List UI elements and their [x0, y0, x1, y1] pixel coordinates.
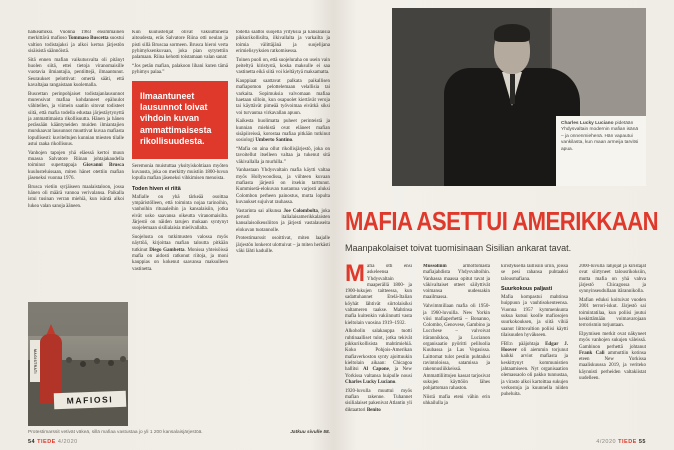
right-text-column-3 — [501, 264, 568, 432]
issue-label: 4/2020 — [596, 439, 617, 445]
portrait-caption — [556, 116, 646, 186]
body-paragraph: Charles Lucky Luciano pidetään Yhdysvaltain modernin mafian isänä – ja onnenmiehenä. Hän vapautui vankilasta, kun maan armeija tarvitsi apua. — [561, 121, 639, 152]
pull-quote: Ilmaantuneet lausunnot loivat vihdoin kuvan ammattimaisesta rikollisuudesta. — [132, 81, 228, 159]
body-paragraph: Alkoholin salakauppa tuotti ruhtinaalliset tulot, jotka tekivät pikkurikollisista mahtimiehiä. Koko Pohjois-Amerikan mafiaverkoston synty ajoittuukin kieltolain aikaan: Chicagoa hallitsi Al Capone, ja New Yorkissa valtansa huipulle nousi Charles Lucky Luciano. — [345, 329, 412, 385]
body-paragraph: Toinen puoli on, että suojeluraha on usein vain peiteltyä kiristystä, koska maksulle ei saa vastinetta eikä siitä voi kieltäytyä maksamatta. — [236, 57, 330, 76]
portrait-photo — [392, 8, 646, 186]
body-paragraph: Kauppiaat saattavat palkata paikallisen mafiapomon pelottelemaan velallisia tai varkaita. Sopimuksia valvomaan mafiaa haetaan silloin, kun osapuolet kiertävät veroja tai käyttävät pimeää työvoimaa eivätkä siksi voi turvautua virkavallan apuun. — [236, 79, 330, 116]
column-text-bottom — [132, 164, 228, 273]
subheading: Toden hiven ei riitä — [132, 186, 181, 193]
body-paragraph: FBI:n pääjohtaja Edgar J. Hoover oli aiemmin torjunut kaikki arviot mafiasta ja keskittynyt kommunistien jahtaamiseen. Nyt organisaation olemassaolo oli pakko tunnustaa, ja virasto alkoi kartoittaa sukujen verkostoja ja kuunnella niiden puheluita. — [501, 341, 568, 398]
left-page-number: 54 — [28, 439, 36, 445]
body-paragraph: Vanhastaan Yhdysvaltain mafia käytti valtaa myös Hollywoodissa, ja viihteen kuvaan mafiasta järjestö on itsekin tarttunut. Kummisetä-elokuvan tuotantoa varjosti aluksi Colombon perheen painostus, mutta lopulta kuvaukset sujuivat rauhassa. — [236, 168, 330, 205]
body-paragraph: Sitä ennen mafian vaikutusvalta oli pitänyt huolen siitä, ettei tietoja viranomaisille vuotavia ilmiantajia, pentiittejä, ilmaantunut. Seuraukset pelottivat: omertà sääti, että kavaltajaa rangaistaan kuolemalla. — [28, 57, 124, 88]
right-text-column-4 — [579, 264, 646, 432]
continuation-note: Jatkuu sivulle 58. — [290, 430, 330, 435]
body-paragraph: Mafian eduksi koituivat vuoden 2001 terrori-iskut. Järjestö sai toimintatilaa, kun poliisi joutui keskittämään voimavarojaan terrorismin torjuntaan. — [579, 297, 646, 329]
article-body — [345, 264, 647, 432]
body-paragraph: Vastarinta sai alkunsa Joe Colombolta, joka perusti italialaisamerikkalaisten kansalaisoikeusliiton ja järjesti vastalauseita elokuvan tuotannolle. — [236, 208, 330, 233]
body-paragraph: 1920-luvulla muuttui myös mafian rakenne. Tuhannet sisilialaiset pakenivat Atlantin yli diktaattori Benito — [345, 388, 412, 413]
left-text-column-1 — [28, 30, 124, 296]
intro-paragraph — [345, 264, 412, 327]
article-subtitle: Maanpakolaiset toivat tuomisinaan Sisilian ankarat tavat. — [345, 243, 572, 253]
body-paragraph: Buscettan perinpohjaiset todistajanlausunnot murensivat mafiaa kohdanneet epäluulot vähitellen, ja viimein saatiin sitovat todisteet siitä, että mafia todella edustaa järjestäytynyttä ja ammattimaista rikollisuutta. Hänen ja hänen perässään kääntyneiden muiden ilmiantajien murskaavat lausunnot muuttivat kuvaa mafiasta lopullisesti: kuviteltujen kunnian miesten tilalle astui raaka rikollisuus. — [28, 91, 124, 148]
body-paragraph: kiristyksellä laillisiin uriin, joissa se pesi rahansa puhtaaksi talousmafiana. — [501, 264, 568, 282]
body-paragraph: “Mafia on aina ollut rikollisjärjestö, joka on tavoitellut itselleen valtaa ja tukenut sitä väkivallalla ja murhilla.” — [236, 147, 330, 165]
body-paragraph: Elpymisen merkit ovat näkyneet myös vanhojen sukujen väleissä. Gambinon perhettä johtanut Frank Cali ammuttiin kotinsa eteen New Yorkissa maaliskuussa 2019, ja veriteko käynnisti perheiden valtakiistat uudelleen. — [579, 331, 646, 382]
protest-banner: MAFIOSI — [54, 391, 127, 410]
column-text-top — [132, 30, 228, 77]
body-paragraph: 2000-luvulla lahjojat ja kiristäjät ovat siirtyneet talousrikoksiin, mutta mafia on yhä vahva järjestö Chicagossa ja synnyinseudullaan itärannikolla. — [579, 264, 646, 295]
left-text-column-3 — [236, 30, 330, 428]
photo-caption-row — [28, 430, 330, 435]
body-paragraph: Mafialle on yhä tärkeää osoittaa ympäristölleen, että toiminta nojaa tarinoihin, vanhoihin rituaaleihin ja kansalaisiin, jotka eivät usko saavansa oikeutta viranomaisilta. Järjestö on näiden tarujen mukaan syntynyt suojelemaan sisilialaisia mielivallalta. — [132, 194, 228, 232]
protest-photo — [28, 302, 128, 426]
body-paragraph: Mussolinin armottomasta mafiajahdista Yhdysvaltoihin. Vanhassa maassa opitut tavat ja väkivaltaiset otteet säilyttivät voimansa uudessakin maailmassa. — [423, 264, 490, 301]
left-page-footer — [28, 439, 78, 445]
portrait-tie — [510, 74, 515, 104]
body-paragraph: Mafia kompastui mahtinsa huippuun ja vauhtisokeuteensa. Vuonna 1957 kymmenkunta sukua kutsui koolle mafiosojen suurkokouksen, ja siitä vihiä saanut liittovaltion poliisi käytti tilaisuuden hyväkseen. — [501, 295, 568, 338]
column-text — [345, 329, 412, 413]
right-text-column-2 — [423, 264, 490, 432]
drop-cap: M — [345, 264, 365, 287]
body-paragraph: Kaikesta huolimatta puheet perinteistä ja kunnian miehistä ovat eläneet mafian sisäpiireissä, korostaa mafiaa pitkään tutkinut sosiologi Umberto Santino. — [236, 119, 330, 144]
photo-caption: Protestimarssit vetivät väkeä, sillä mafiaa vastustaa jo yli 1 200 kansalaisjärjestöä. — [28, 430, 203, 435]
magazine-brand: TIEDE — [618, 439, 637, 445]
portrait-hair — [494, 24, 530, 42]
article-headline: MAFIA ASETTUI AMERIKKAAN — [345, 206, 659, 236]
body-paragraph: halkeamiksi. Vuonna 1983 ensimmäinen merkittävä mafioso Tommaso Buscetta suostui valtion todistajaksi ja alkoi kertoa järjestön sisäisistä säännöistä. — [28, 30, 124, 54]
right-page-number: 55 — [638, 439, 646, 445]
body-paragraph: todella saattoi suojella yrityksiä ja kansalaisia pikkurikollisilta, ilkivallalta ja varkailta ja toimia välittäjänä ja suojelijana erimielisyyksien ratkomisessa. — [236, 30, 330, 54]
body-paragraph: Kun kuulustelijat olivat vakuuttuneita aitoudesta, eräs Salvatore Riina otti neulan ja pisti sillä Bruscaa sormeen. Brusca hieroi verta pyhimyksenkuvaan, joka pian sytytettiin palamaan. Riina kehotti toistamaan valan sanat: — [132, 30, 228, 61]
issue-label: 4/2020 — [57, 439, 78, 445]
body-paragraph: Vahvimmillaan mafia oli 1950- ja 1960-luvuilla. New Yorkin viisi mafiaperhettä – Bonanno, Colombo, Genovese, Gambino ja Lucchese – valvoivat itärannikkoa, ja Lucianon organisaatio pyöritti peliluolia Kuubassa ja Las Vegasissa. Laittomat tulot pestiin puhtaiksi ravintoloissa, satamissa ja rakennusliikkeissä. Ammattiliittojen kassat tarjosivat sukujen käyttöön lähes pohjattoman rahaston. — [423, 304, 490, 392]
right-page-footer — [500, 439, 646, 445]
body-paragraph: Protestimarssit osoittivat, miten laajalle järjestön lonkerot ulottuivat – ja miten herkästi väki lähti kaduille. — [236, 236, 330, 254]
photo-buildings-backdrop — [28, 302, 128, 336]
right-text-column-1 — [345, 264, 412, 432]
body-paragraph: Suojelusta on tutkimusten valossa myös näyttöä, kirjoittaa mafian taloutta pitkään tutkinut Diego Gambetta. Monissa yhteisöissä mafia on aidosti ratkonut riitoja, ja moni kauppias on kokenut saavansa maksulleen vastinetta. — [132, 235, 228, 272]
body-paragraph: Vanhojen tapojen yhä eläessä kertoi muun muassa Salvatore Riinan johtajakaudella toiminut supertappaja Giovanni Brusca kuulusteluissaan, miten hänet otettiin mafian jäseneksi vuonna 1976. — [28, 150, 124, 182]
left-text-column-2 — [132, 30, 228, 428]
subheading: Suurkokous paljasti — [501, 286, 553, 293]
protest-sign: MAGISTRATI — [30, 340, 40, 382]
body-paragraph: “Jos petän mafian, palakoon lihani kuten tämä pyhimys palaa.” — [132, 63, 228, 76]
body-paragraph: Niistä mafia eteni vähin erin uhkailulla ja — [423, 394, 490, 407]
magazine-brand: TIEDE — [37, 439, 56, 445]
body-paragraph: Seremonia muistuttaa yksityiskohtiaan myöten kuvausta, joka on merkitty muistiin 1800-luvun lopulla mafian jäseneksi vihkimisen menoista. — [132, 163, 228, 182]
body-paragraph: Brusca vietiin syrjäiseen maalaistaloon, jossa hänen oli määrä vannoa verivalansa. Paikalla istui tusinan verran miehiä, kun isäntä alkoi lukea valan sanoja ääneen. — [28, 184, 124, 209]
intro-text: afia otti ensi askeleensa Yhdysvaltain maaperällä 1800- ja 1900-lukujen taitteessa, kun sadattuhannet Etelä-Italian köyhät lähtivät siirtolaisiksi valtameren taakse. Mahtinsa mafia kuitenkin vakiinnutti vasta kieltolain vuosina 1919–1932. — [345, 264, 412, 326]
